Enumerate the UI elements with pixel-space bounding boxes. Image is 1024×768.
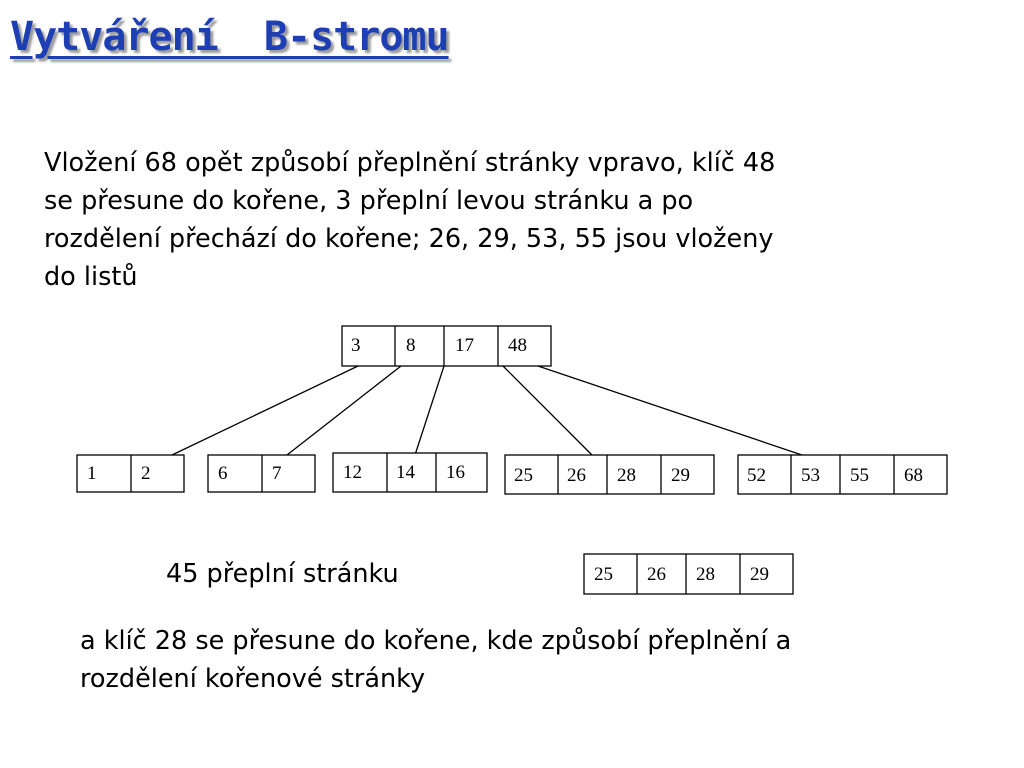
root-key: 3: [351, 335, 361, 356]
intro-line: do listů: [44, 262, 138, 292]
overflow-page-node: [584, 554, 793, 594]
outcome-paragraph: [80, 622, 990, 698]
intro-line: se přesune do kořene, 3 přeplní levou stránku a po: [44, 186, 694, 216]
leaf-key: 14: [396, 462, 415, 483]
leaf-node-1: [77, 455, 184, 492]
leaf-key: 16: [446, 462, 465, 483]
edge-root-to-leaf-2: [287, 366, 401, 455]
overflow-key: 25: [594, 564, 613, 585]
leaf-key: 12: [343, 462, 362, 483]
edge-root-to-leaf-5: [538, 366, 802, 455]
root-key: 17: [455, 335, 474, 356]
overflow-key: 29: [750, 564, 769, 585]
edge-root-to-leaf-1: [172, 366, 358, 455]
leaf-key: 2: [141, 463, 151, 484]
leaf-node-4: [505, 455, 714, 494]
leaf-key: 1: [87, 463, 97, 484]
leaf-node-5: [738, 455, 947, 494]
overflow-key: 26: [647, 564, 666, 585]
leaf-key: 29: [671, 465, 690, 486]
slide-title: Vytváření B-stromu: [10, 14, 449, 60]
overflow-caption: 45 přeplní stránku: [166, 559, 399, 589]
leaf-key: 52: [747, 465, 766, 486]
edge-root-to-leaf-3: [415, 366, 444, 455]
leaf-key: 26: [567, 465, 586, 486]
leaf-key: 55: [850, 465, 869, 486]
tree-edges: [172, 366, 802, 455]
leaf-key: 68: [904, 465, 923, 486]
intro-line: Vložení 68 opět způsobí přeplnění stránky vpravo, klíč 48: [44, 148, 776, 178]
leaf-key: 28: [617, 465, 636, 486]
leaf-node-2: [208, 455, 315, 492]
root-key: 48: [508, 335, 527, 356]
leaf-node-3: [333, 453, 487, 492]
leaf-key: 25: [514, 465, 533, 486]
leaf-key: 6: [218, 463, 228, 484]
outcome-line: a klíč 28 se přesune do kořene, kde způsobí přeplnění a: [80, 626, 792, 656]
root-node: [342, 326, 551, 366]
outcome-line: rozdělení kořenové stránky: [80, 664, 426, 694]
leaf-key: 7: [272, 463, 282, 484]
root-key: 8: [406, 335, 416, 356]
intro-line: rozdělení přechází do kořene; 26, 29, 53, 55 jsou vloženy: [44, 224, 774, 254]
overflow-key: 28: [696, 564, 715, 585]
leaf-key: 53: [801, 465, 820, 486]
